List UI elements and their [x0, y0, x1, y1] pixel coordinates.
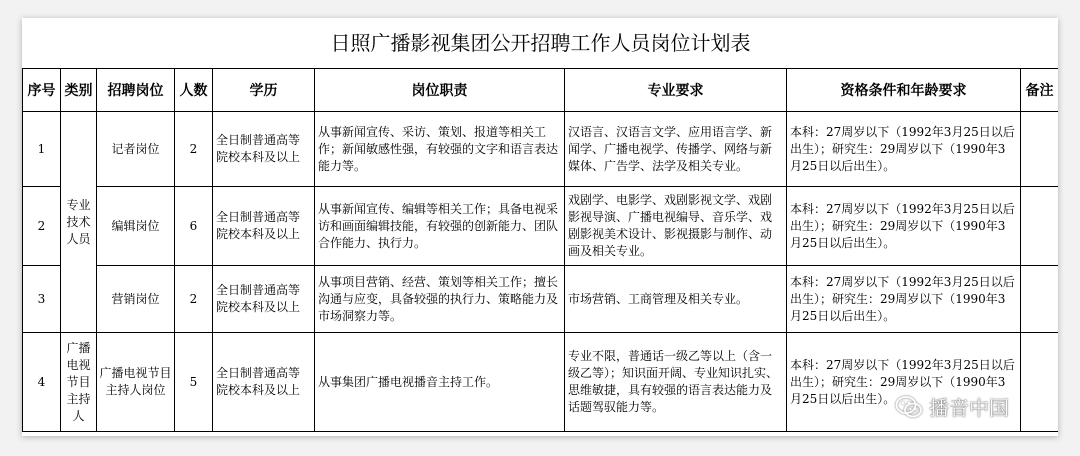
cell-category-professional: 专业技术人员 [61, 112, 97, 333]
cell-position: 编辑岗位 [97, 187, 175, 266]
cell-position: 广播电视节目主持人岗位 [97, 333, 175, 432]
cell-position: 营销岗位 [97, 266, 175, 333]
cell-qualification: 本科：27周岁以下（1992年3月25日以后出生）；研究生：29周岁以下（1990年3月25日以后出生）。 [787, 266, 1021, 333]
cell-duties: 从事新闻宣传、采访、策划、报道等相关工作；新闻敏感性强，有较强的文字和语言表达能力等。 [315, 112, 565, 187]
cell-category-host: 广播电视节目主持人 [61, 333, 97, 432]
header-duties: 岗位职责 [315, 69, 565, 112]
cell-major: 戏剧学、电影学、戏剧影视文学、戏剧影视导演、广播电视编导、音乐学、戏剧影视美术设计、影视摄影与制作、动画及相关专业。 [565, 187, 787, 266]
header-major: 专业要求 [565, 69, 787, 112]
cell-remarks [1021, 333, 1059, 432]
table-row [23, 266, 1059, 333]
header-count: 人数 [175, 69, 213, 112]
header-row [23, 69, 1059, 112]
cell-remarks [1021, 112, 1059, 187]
recruitment-plan-table [22, 18, 1058, 432]
header-category: 类别 [61, 69, 97, 112]
recruitment-table-sheet [22, 18, 1058, 436]
cell-seq: 1 [23, 112, 61, 187]
wechat-icon [895, 395, 923, 419]
watermark-text: 播音中国 [929, 396, 1009, 420]
cell-qualification: 本科：27周岁以下（1992年3月25日以后出生）；研究生：29周岁以下（1990年3月25日以后出生）。 [787, 187, 1021, 266]
cell-remarks [1021, 187, 1059, 266]
cell-seq: 4 [23, 333, 61, 432]
table-row [23, 187, 1059, 266]
cell-position: 记者岗位 [97, 112, 175, 187]
cell-qualification: 本科：27周岁以下（1992年3月25日以后出生）；研究生：29周岁以下（1990年3月25日以后出生）。 [787, 112, 1021, 187]
cell-education: 全日制普通高等院校本科及以上 [213, 112, 315, 187]
cell-seq: 2 [23, 187, 61, 266]
cell-count: 2 [175, 266, 213, 333]
cell-duties: 从事集团广播电视播音主持工作。 [315, 333, 565, 432]
cell-major: 市场营销、工商管理及相关专业。 [565, 266, 787, 333]
header-position: 招聘岗位 [97, 69, 175, 112]
cell-duties: 从事新闻宣传、编辑等相关工作；具备电视采访和画面编辑技能，有较强的创新能力、团队合作能力、执行力。 [315, 187, 565, 266]
cell-major: 专业不限，普通话一级乙等以上（含一级乙等）；知识面开阔、专业知识扎实、思维敏捷，具有较强的语言表达能力及话题驾驭能力等。 [565, 333, 787, 432]
header-remarks: 备注 [1021, 69, 1059, 112]
header-seq: 序号 [23, 69, 61, 112]
cell-count: 5 [175, 333, 213, 432]
cell-count: 6 [175, 187, 213, 266]
header-qualification: 资格条件和年龄要求 [787, 69, 1021, 112]
cell-education: 全日制普通高等院校本科及以上 [213, 187, 315, 266]
cell-education: 全日制普通高等院校本科及以上 [213, 266, 315, 333]
cell-seq: 3 [23, 266, 61, 333]
cell-major: 汉语言、汉语言文学、应用语言学、新闻学、广播电视学、传播学、网络与新媒体、广告学、法学及相关专业。 [565, 112, 787, 187]
cell-qualification: 本科：27周岁以下（1992年3月25日以后出生）；研究生：29周岁以下（1990年3月25日以后出生）。 [787, 333, 1021, 432]
page-title: 日照广播影视集团公开招聘工作人员岗位计划表 [23, 18, 1059, 69]
cell-count: 2 [175, 112, 213, 187]
table-row [23, 112, 1059, 187]
cell-remarks [1021, 266, 1059, 333]
cell-education: 全日制普通高等院校本科及以上 [213, 333, 315, 432]
header-education: 学历 [213, 69, 315, 112]
cell-duties: 从事项目营销、经营、策划等相关工作；擅长沟通与应变，具备较强的执行力、策略能力及市场洞察力等。 [315, 266, 565, 333]
watermark [895, 392, 1009, 421]
